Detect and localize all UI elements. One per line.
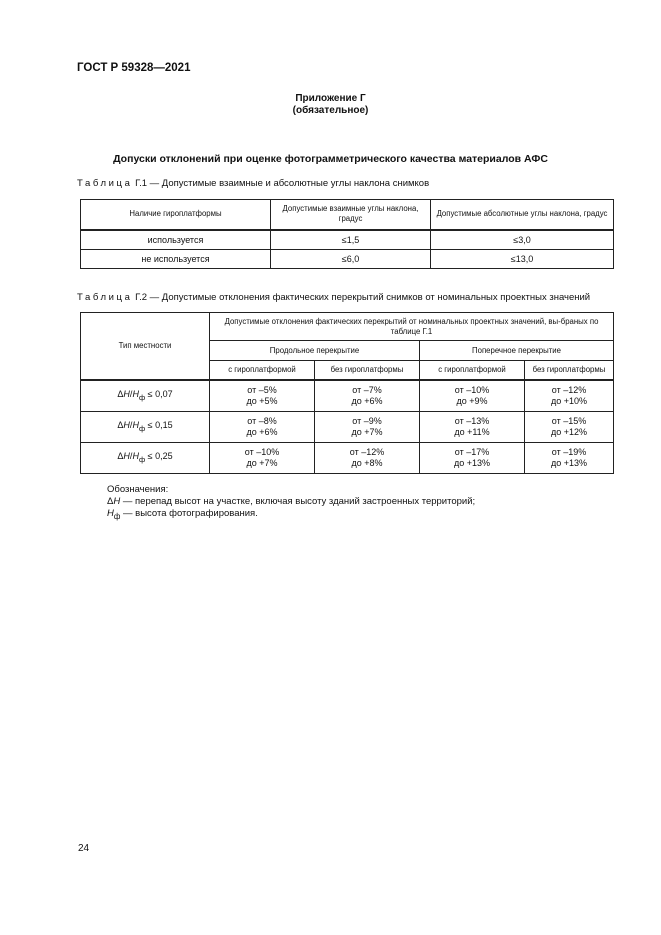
range-from: от –10% bbox=[244, 446, 280, 457]
range-from: от –13% bbox=[454, 415, 490, 426]
table1-cell: ≤6,0 bbox=[271, 249, 431, 268]
range-from: от –5% bbox=[247, 384, 277, 395]
range-from: от –17% bbox=[454, 446, 490, 457]
range-to: до +12% bbox=[550, 426, 588, 437]
table2-caption-text: Г.2 — Допустимые отклонения фактических перекрытий снимков от номинальных проектных значений bbox=[132, 292, 591, 303]
table-row bbox=[81, 380, 614, 412]
range-to: до +6% bbox=[351, 395, 383, 406]
table2 bbox=[80, 312, 614, 474]
table-row bbox=[81, 230, 614, 250]
table2-subheader-cell: без гироплатформы bbox=[315, 361, 420, 380]
range-to: до +11% bbox=[454, 426, 490, 437]
table1-header-cell: Допустимые взаимные углы наклона, градус bbox=[271, 200, 431, 230]
range-from: от –12% bbox=[551, 384, 587, 395]
table1-header-cell: Допустимые абсолютные углы наклона, градус bbox=[431, 200, 614, 230]
appendix-status: (обязательное) bbox=[292, 105, 369, 116]
table1-caption-word: Таблица bbox=[77, 178, 133, 189]
table1 bbox=[80, 199, 614, 269]
page-number: 24 bbox=[78, 843, 90, 854]
table2-header-cell: Продольное перекрытие bbox=[210, 341, 420, 361]
limit-value: ≤ 0,15 bbox=[147, 419, 173, 430]
table1-cell: ≤1,5 bbox=[271, 230, 431, 250]
table1-caption bbox=[77, 178, 429, 189]
range-from: от –19% bbox=[551, 446, 587, 457]
table2-subheader-cell: с гироплатформой bbox=[210, 361, 315, 380]
table2-cell bbox=[420, 380, 525, 412]
range-to: до +7% bbox=[246, 457, 278, 468]
range-to: до +5% bbox=[246, 395, 278, 406]
range-to: до +7% bbox=[351, 426, 383, 437]
table1-cell: ≤3,0 bbox=[431, 230, 614, 250]
notes-text: — перепад высот на участке, включая высоту зданий застроенных территорий; bbox=[120, 496, 476, 507]
table2-cell bbox=[315, 380, 420, 412]
appendix-label: Приложение Г bbox=[295, 93, 366, 104]
range-to: до +13% bbox=[550, 457, 588, 468]
range-from: от –7% bbox=[352, 384, 382, 395]
limit-value: ≤ 0,25 bbox=[147, 450, 173, 461]
table2-cell bbox=[315, 442, 420, 473]
table1-cell: используется bbox=[81, 230, 271, 250]
range-to: до +6% bbox=[246, 426, 278, 437]
table2-cell bbox=[420, 411, 525, 442]
terrain-type-cell: $\Delta H/H_ф \le 0,25$ bbox=[81, 442, 210, 473]
range-from: от –9% bbox=[352, 415, 382, 426]
notes bbox=[107, 484, 475, 523]
table2-cell bbox=[210, 411, 315, 442]
table2-cell bbox=[210, 442, 315, 473]
table2-caption-word: Таблица bbox=[77, 292, 133, 303]
range-from: от –15% bbox=[551, 415, 587, 426]
table2-cell bbox=[525, 411, 614, 442]
document-code: ГОСТ Р 59328—2021 bbox=[77, 62, 191, 74]
table2-cell bbox=[210, 380, 315, 412]
range-to: до +13% bbox=[453, 457, 491, 468]
table1-cell: ≤13,0 bbox=[431, 249, 614, 268]
table1-header-cell: Наличие гироплатформы bbox=[81, 200, 271, 230]
notes-line-height-difference: ΔH — перепад высот на участке, включая высоту зданий застроенных территорий; bbox=[107, 496, 476, 507]
section-heading: Допуски отклонений при оценке фотограмметрического качества материалов АФС bbox=[113, 153, 548, 165]
table2-cell bbox=[315, 411, 420, 442]
range-from: от –10% bbox=[454, 384, 490, 395]
range-to: до +8% bbox=[351, 457, 383, 468]
table-row bbox=[81, 249, 614, 268]
table2-cell bbox=[420, 442, 525, 473]
table-row bbox=[81, 442, 614, 473]
table1-caption-text: Г.1 — Допустимые взаимные и абсолютные углы наклона снимков bbox=[132, 178, 430, 189]
table2-header-cell: Тип местности bbox=[81, 313, 210, 380]
appendix-title bbox=[0, 93, 661, 117]
range-from: от –12% bbox=[349, 446, 385, 457]
table2-subheader-cell: с гироплатформой bbox=[420, 361, 525, 380]
table-row bbox=[81, 411, 614, 442]
limit-value: ≤ 0,07 bbox=[147, 388, 173, 399]
range-from: от –8% bbox=[247, 415, 277, 426]
terrain-type-cell: $\Delta H/H_ф \le 0,15$ bbox=[81, 411, 210, 442]
table2-cell bbox=[525, 380, 614, 412]
range-to: до +10% bbox=[550, 395, 588, 406]
range-to: до +9% bbox=[456, 395, 488, 406]
table1-cell: не используется bbox=[81, 249, 271, 268]
notes-line-flight-height: $H_ф$ — высота фотографирования. bbox=[107, 508, 258, 521]
notes-text: — высота фотографирования. bbox=[120, 508, 258, 519]
notes-title: Обозначения: bbox=[107, 484, 169, 495]
table2-header-cell: Поперечное перекрытие bbox=[420, 341, 614, 361]
table2-cell bbox=[525, 442, 614, 473]
table2-caption bbox=[77, 292, 590, 303]
table2-header-cell: Допустимые отклонения фактических перекрытий от номинальных проектных значений, вы-браных по таблице Г.1 bbox=[210, 313, 614, 341]
terrain-type-cell: $\Delta H/H_ф \le 0,07$ bbox=[81, 380, 210, 412]
table2-subheader-cell: без гироплатформы bbox=[525, 361, 614, 380]
